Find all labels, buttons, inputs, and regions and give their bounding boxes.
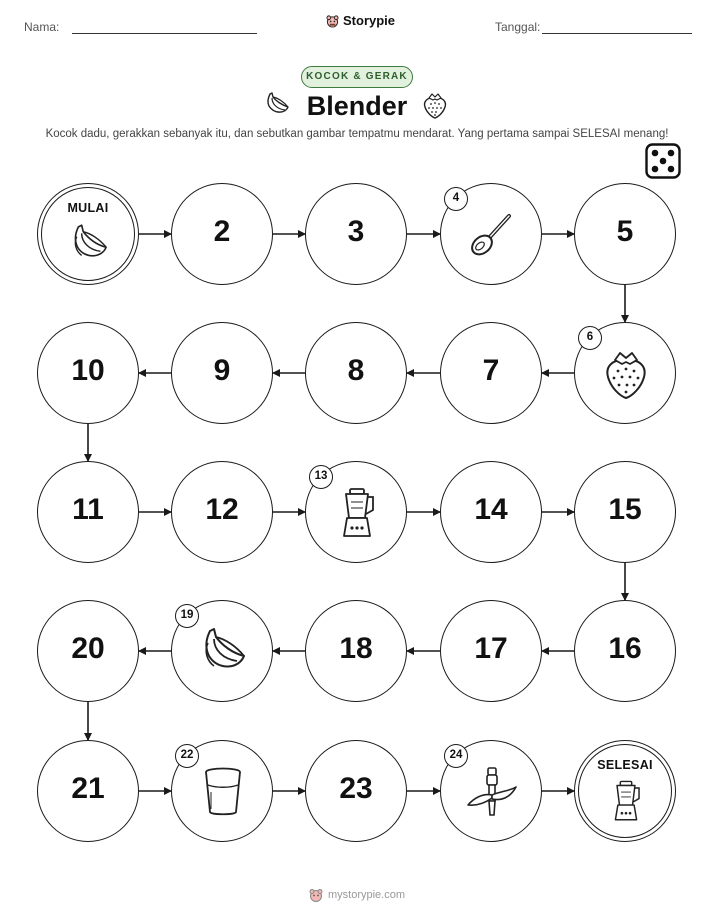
space-number: 18: [339, 632, 373, 665]
finish-space: [574, 740, 676, 842]
board-space: [440, 600, 542, 702]
board-space: [37, 600, 139, 702]
space-number: 17: [474, 632, 508, 665]
strawberry-icon: [599, 347, 653, 401]
board-space: [171, 183, 273, 285]
storypie-logo-icon: [309, 888, 323, 902]
spoon-icon: [465, 208, 519, 262]
date-label: Tanggal:: [495, 20, 541, 34]
board-space: [574, 183, 676, 285]
space-number: 20: [71, 632, 105, 665]
space-number: 16: [608, 632, 642, 665]
space-number-badge: 24: [444, 744, 468, 768]
start-space: [37, 183, 139, 285]
board-space: [574, 322, 676, 424]
instructions: Kocok dadu, gerakkan sebanyak itu, dan sebutkan gambar tempatmu mendarat. Yang pertama sampai SELESAI menang!: [45, 128, 669, 140]
blender-icon: [330, 486, 384, 540]
board-space: [574, 600, 676, 702]
board-space: [37, 322, 139, 424]
board-space: [440, 461, 542, 563]
board-space: [171, 600, 273, 702]
blender-blade-icon: [465, 765, 519, 819]
space-number: 11: [72, 493, 104, 526]
board-space: [305, 740, 407, 842]
board-space: [440, 740, 542, 842]
name-label: Nama:: [24, 20, 60, 34]
space-number: 10: [71, 354, 105, 387]
board-space: [171, 461, 273, 563]
footer-url[interactable]: mystorypie.com: [327, 889, 406, 901]
brand-name: Storypie: [343, 13, 396, 28]
board-space: [574, 461, 676, 563]
finish-label: SELESAI: [597, 758, 653, 772]
space-number-badge: 6: [578, 326, 602, 350]
board-space: [171, 322, 273, 424]
glass-of-water-icon: [196, 765, 250, 819]
space-number-badge: 22: [175, 744, 199, 768]
board-space: [305, 183, 407, 285]
space-number: 3: [347, 215, 365, 248]
board-space: [440, 322, 542, 424]
space-number: 5: [616, 215, 634, 248]
space-number: 9: [213, 354, 231, 387]
space-number: 2: [213, 215, 231, 248]
category-tag: KOCOK & GERAK: [301, 66, 413, 88]
board-space: [305, 322, 407, 424]
space-number: 21: [71, 772, 105, 805]
page-title: Blender: [306, 91, 408, 121]
space-number: 7: [482, 354, 500, 387]
space-number: 23: [339, 772, 373, 805]
banana-icon: [67, 222, 111, 268]
board-space: [37, 740, 139, 842]
start-label: MULAI: [67, 201, 109, 215]
board-space: [171, 740, 273, 842]
space-number-badge: 13: [309, 465, 333, 489]
space-number-badge: 19: [175, 604, 199, 628]
board-space: [37, 461, 139, 563]
board-space: [305, 600, 407, 702]
space-number-badge: 4: [444, 187, 468, 211]
space-number: 12: [205, 493, 239, 526]
board-space: [440, 183, 542, 285]
footer: [0, 888, 714, 902]
blender-icon: [604, 779, 648, 825]
banana-icon: [196, 625, 250, 679]
space-number: 14: [474, 493, 508, 526]
space-number: 15: [608, 493, 642, 526]
space-number: 8: [347, 354, 365, 387]
board-space: [305, 461, 407, 563]
